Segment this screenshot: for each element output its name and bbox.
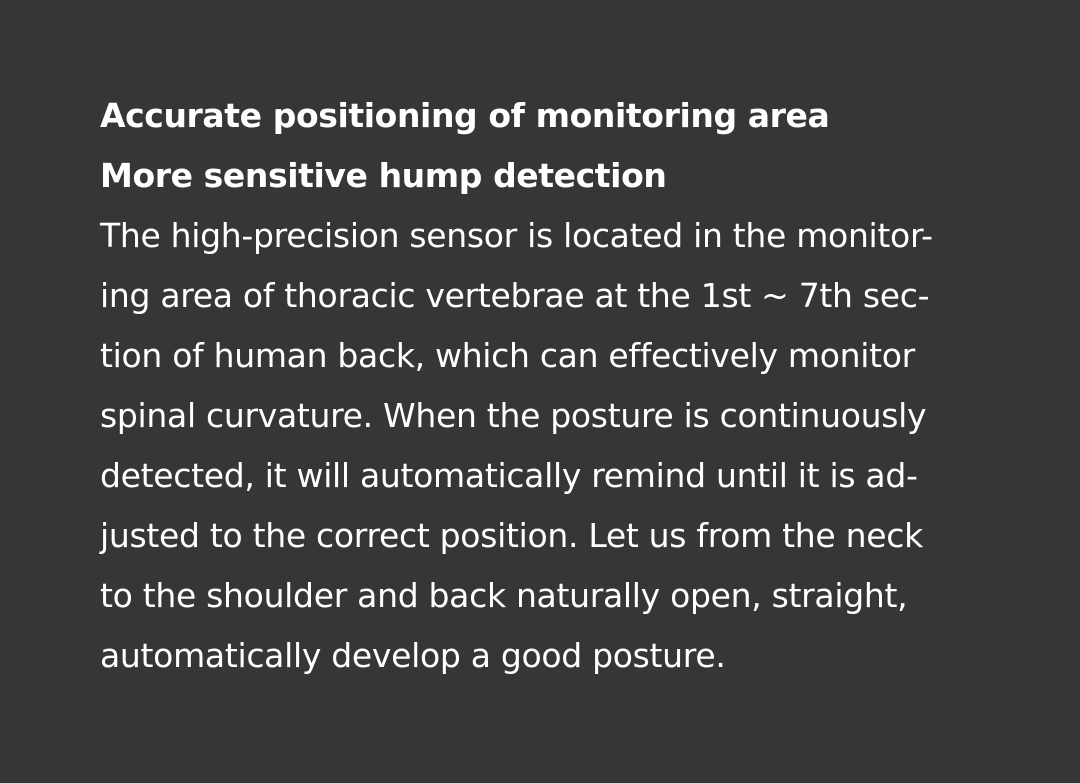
body-text-line: justed to the correct position. Let us from the neck xyxy=(100,516,923,555)
text-block xyxy=(100,86,1000,686)
heading-hump-detection: More sensitive hump detection xyxy=(100,156,667,195)
heading-monitoring-area: Accurate positioning of monitoring area xyxy=(100,96,830,135)
body-text-line: The high-precision sensor is located in the monitor- xyxy=(100,216,933,255)
body-text-line: spinal curvature. When the posture is continuously xyxy=(100,396,927,435)
body-text-line: automatically develop a good posture. xyxy=(100,636,726,675)
body-text-line: tion of human back, which can effectively monitor xyxy=(100,336,915,375)
body-text-line: to the shoulder and back naturally open, straight, xyxy=(100,576,908,615)
body-text-line: ing area of thoracic vertebrae at the 1st ~ 7th sec- xyxy=(100,276,930,315)
body-text-line: detected, it will automatically remind until it is ad- xyxy=(100,456,918,495)
